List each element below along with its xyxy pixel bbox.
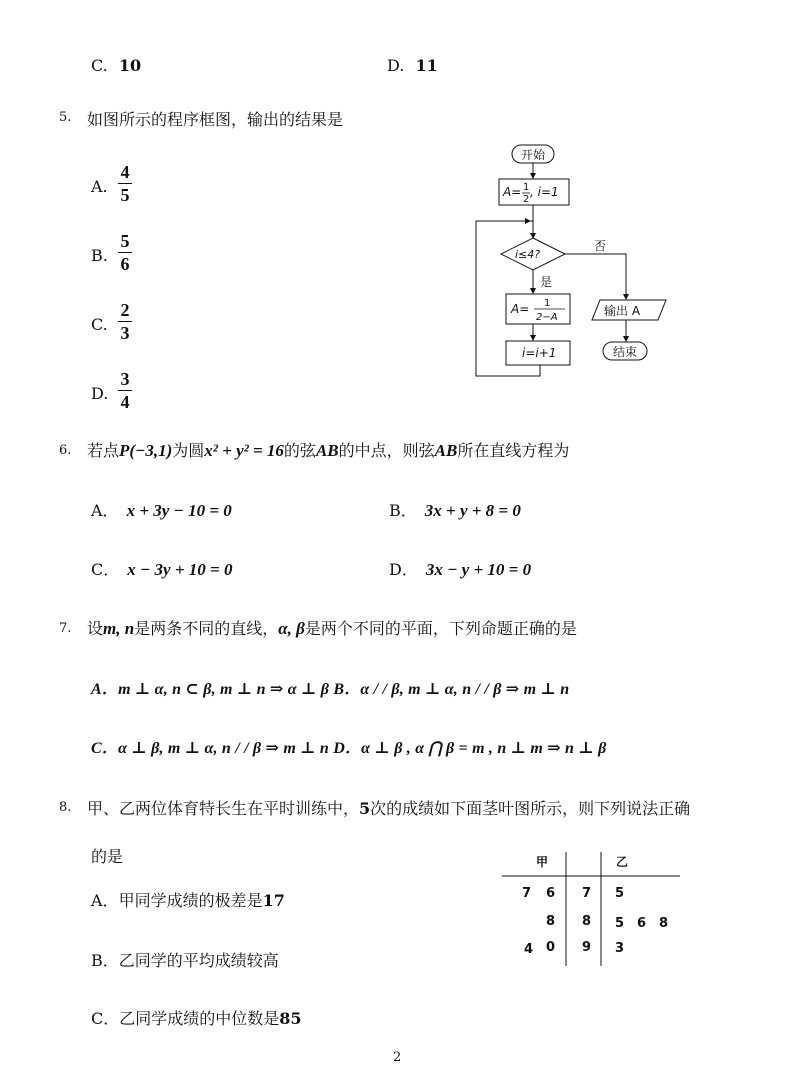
q7-number: 7. <box>59 621 72 636</box>
numerator: 3 <box>120 369 130 389</box>
stem-value: 8 <box>582 914 592 929</box>
left-leaf: 8 <box>546 914 556 929</box>
no-label: 否 <box>594 239 607 253</box>
assign-fraction-numerator: 1 <box>544 298 551 309</box>
q6-number: 6. <box>59 443 72 458</box>
q5-option-d-label: D. <box>91 384 109 403</box>
q5-option-b-label: B. <box>91 246 108 265</box>
q8-option-a <box>91 888 285 911</box>
page-number: 2 <box>393 1050 402 1065</box>
option-label: C. <box>91 56 108 75</box>
option-label: C． <box>91 560 120 579</box>
q5-option-b-fraction <box>116 232 134 273</box>
numerator: 2 <box>120 300 130 320</box>
stem-value: 9 <box>582 940 592 955</box>
q6-option-c <box>91 557 232 580</box>
q4-option-d <box>387 56 438 75</box>
q6-stem <box>87 438 569 461</box>
init-i-label: , i=1 <box>530 185 559 199</box>
header-jia: 甲 <box>536 855 549 869</box>
q8-option-c <box>91 1006 302 1029</box>
left-leaf: 7 <box>522 886 532 901</box>
option-value: 10 <box>118 56 142 75</box>
numerator: 5 <box>120 231 130 251</box>
denominator: 4 <box>120 392 130 413</box>
option-label: B． <box>389 501 417 520</box>
q5-number: 5. <box>59 110 72 125</box>
init-fraction-denominator: 2 <box>523 194 530 205</box>
q4-option-c <box>91 56 141 75</box>
option-value: 85 <box>279 1009 302 1028</box>
q5-stem: 如图所示的程序框图，输出的结果是 <box>87 110 344 129</box>
q8-number: 8. <box>59 800 72 815</box>
q5-option-a-fraction <box>116 163 134 204</box>
option-expr: 3x + y + 8 = 0 <box>424 501 521 520</box>
circle-expr: x² + y² = 16 <box>204 441 284 460</box>
q8-stem-line-2: 的是 <box>91 847 124 866</box>
left-leaf: 0 <box>546 940 556 955</box>
q8-option-b <box>91 948 279 971</box>
q5-option-a-label: A. <box>91 177 108 196</box>
option-label: A． <box>91 501 119 520</box>
right-leaf: 8 <box>659 916 669 931</box>
option-label: D. <box>387 56 405 75</box>
end-label: 结束 <box>613 345 638 359</box>
assign-fraction-denominator: 2−A <box>536 312 558 323</box>
option-text: 乙同学成绩的中位数是 <box>119 1009 280 1028</box>
denominator: 5 <box>120 185 130 206</box>
option-label: B． <box>91 951 119 970</box>
init-a-label: A= <box>503 185 522 199</box>
option-label: C． <box>91 1009 120 1028</box>
stem-text: 为圆 <box>172 441 205 460</box>
option-text: 甲同学成绩的极差是 <box>118 891 263 910</box>
stem-text: 是两条不同的直线， <box>134 619 279 638</box>
option-expr: x + 3y − 10 = 0 <box>126 501 232 520</box>
count-value: 5 <box>359 799 371 818</box>
chord-expr: AB <box>434 441 458 460</box>
planes-expr: α, β <box>278 619 305 638</box>
option-value: 11 <box>415 56 438 75</box>
option-value: 17 <box>262 891 285 910</box>
q6-option-a <box>91 498 232 521</box>
q7-options-row-2: C．α ⊥ β, m ⊥ α, n / / β ⇒ m ⊥ n D．α ⊥ β , α ⋂ β = m , n ⊥ m ⇒ n ⊥ β <box>91 740 607 757</box>
q7-options-row-1: A．m ⊥ α, n ⊂ β, m ⊥ n ⇒ α ⊥ β B．α / / β, m ⊥ α, n / / β ⇒ m ⊥ n <box>91 681 570 698</box>
stem-value: 7 <box>582 886 592 901</box>
denominator: 3 <box>120 323 130 344</box>
stem-text: 若点 <box>87 441 120 460</box>
stem-text: 设 <box>87 619 104 638</box>
right-leaf: 5 <box>615 886 625 901</box>
stem-leaf-plot <box>498 848 688 970</box>
q8-stem-line-1 <box>87 796 690 819</box>
option-text: 乙同学的平均成绩较高 <box>118 951 279 970</box>
option-expr: x − 3y + 10 = 0 <box>127 560 233 579</box>
yes-label: 是 <box>540 275 553 289</box>
stem-text: 次的成绩如下面茎叶图所示，则下列说法正确 <box>370 799 691 818</box>
assign-a-label: A= <box>511 302 530 316</box>
stem-text: 甲、乙两位体育特长生在平时训练中， <box>87 799 360 818</box>
q5-option-d-fraction <box>116 370 134 411</box>
right-leaf: 6 <box>637 916 647 931</box>
point-expr: P(−3,1) <box>119 441 173 460</box>
stem-text: 的中点，则弦 <box>338 441 435 460</box>
right-leaf: 3 <box>615 941 625 956</box>
chord-expr: AB <box>315 441 339 460</box>
lines-expr: m, n <box>103 619 135 638</box>
stem-text: 的弦 <box>283 441 316 460</box>
stem-text: 是两个不同的平面，下列命题正确的是 <box>304 619 577 638</box>
q5-option-c-fraction <box>116 301 134 342</box>
condition-label: i≤4? <box>515 248 541 261</box>
q6-option-d <box>389 557 531 580</box>
q7-stem <box>87 616 577 639</box>
output-label: 输出 A <box>604 304 641 318</box>
increment-label: i=i+1 <box>522 346 557 360</box>
numerator: 4 <box>120 162 130 182</box>
denominator: 6 <box>120 254 130 275</box>
left-leaf: 4 <box>524 942 534 957</box>
start-label: 开始 <box>521 148 546 162</box>
option-expr: 3x − y + 10 = 0 <box>425 560 532 579</box>
flowchart <box>470 140 680 380</box>
left-leaf: 6 <box>546 886 556 901</box>
header-yi: 乙 <box>616 855 629 869</box>
option-label: A． <box>91 891 119 910</box>
q5-option-c-label: C. <box>91 315 108 334</box>
stem-text: 所在直线方程为 <box>457 441 570 460</box>
init-fraction-numerator: 1 <box>523 182 530 193</box>
option-label: D． <box>389 560 418 579</box>
q6-option-b <box>389 498 521 521</box>
right-leaf: 5 <box>615 916 625 931</box>
